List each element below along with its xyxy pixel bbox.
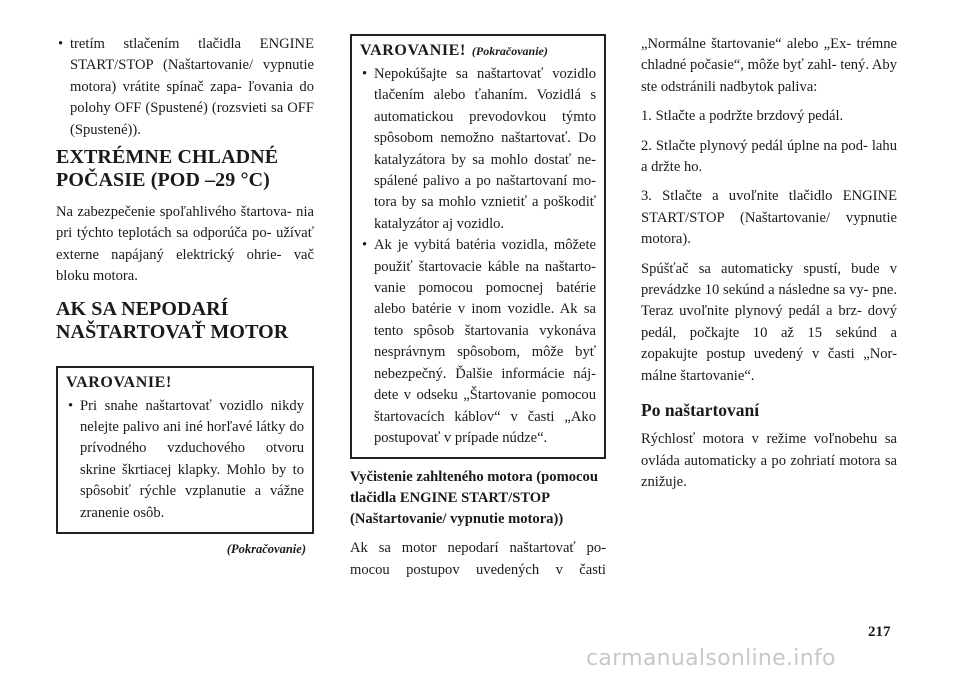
warning-bullet-push-start	[360, 64, 596, 235]
para-after-start: Rýchlosť motora v režime voľnobehu sa ovláda automaticky a po zohriatí motora sa znižuje.	[641, 431, 897, 490]
step-3: 3. Stlačte a uvoľnite tlačidlo ENGINE START/STOP (Naštartovanie/ vypnutie motora).	[641, 188, 897, 248]
warning-bullet-jump-start	[360, 235, 596, 449]
para-flooded-engine: Ak sa motor nepodarí naštartovať po- mocou postupov uvedených v časti	[350, 540, 606, 578]
warning-bullet-text: Pri snahe naštartovať vozidlo nikdy nelejte palivo ani iné horľavé látky do prívodného vzduchového otvoru skrine škrtiacej klapky. Mohlo by to spôsobiť rýchle vzplanutie a vážne zranenie osôb.	[80, 397, 304, 521]
column-left	[56, 34, 314, 557]
step-1: 1. Stlačte a podržte brzdový pedál.	[641, 108, 844, 125]
column-right	[641, 34, 897, 493]
page-number: 217	[868, 624, 891, 640]
intro-bullet-text: tretím stlačením tlačidla ENGINE START/STOP (Naštartovanie/ vypnutie motora) vrátite spínač zapa- ľovania do polohy OFF (Spustené) (rozsvieti sa OFF (Spustené)).	[70, 36, 314, 138]
intro-bullet	[56, 34, 314, 140]
warning-bullet-jump-start-text: Ak je vybitá batéria vozidla, môžete použiť štartovacie káble na naštarto- vanie pomocou pomocnej batérie alebo batérie v inom vozidle. Ak sa tento spôsob štartovania vykonáva nesprávnym spôsobom, môže byť nebezpečný. Ďalšie informácie náj- dete v odseku „Štartovanie pomocou štartovacích káblov“ v časti „Ako postupovať v prípade núdze“.	[374, 237, 596, 446]
heading-engine-not-start: AK SA NEPODARÍ NAŠTARTOVAŤ MOTOR	[56, 297, 289, 343]
column-middle	[350, 34, 606, 581]
watermark-text: carmanualsonline.info	[586, 646, 836, 671]
warning-title-continued	[360, 40, 596, 62]
bullet-dot: •	[58, 36, 64, 52]
bullet-dot: •	[362, 66, 368, 82]
para-starter: Spúšťač sa automaticky spustí, bude v prevádzke 10 sekúnd a následne sa vy- pne. Teraz uvoľnite plynový pedál a brz- dový pedál, počkajte 10 až 15 sekúnd a zopakujte postup uvedený v časti „Nor- málne štartovanie“.	[641, 260, 897, 384]
warning-bullet	[66, 396, 304, 524]
warning-box-continued	[350, 34, 606, 459]
para-flooded-intro: „Normálne štartovanie“ alebo „Ex- trémne chladné počasie“, môže byť zahl- tený. Aby ste odstránili nadbytok paliva:	[641, 36, 897, 95]
warning-continued-label: (Pokračovanie)	[471, 44, 548, 58]
subheading-flooded-engine: Vyčistenie zahlteného motora (pomocou tlačidla ENGINE START/STOP (Naštartovanie/ vypnutie motora))	[350, 469, 598, 528]
warning-box-left	[56, 366, 314, 534]
warning-title-text: VAROVANIE!	[360, 42, 466, 59]
heading-after-start: Po naštartovaní	[641, 400, 760, 421]
continued-note: (Pokračovanie)	[226, 542, 306, 557]
bullet-dot: •	[362, 237, 368, 254]
para-extreme-cold: Na zabezpečenie spoľahlivého štartova- nia pri týchto teplotách sa odporúča po- užívať externe napájaný elektrický ohrie- vač bloku motora.	[56, 204, 314, 285]
bullet-dot: •	[68, 397, 74, 414]
heading-extreme-cold: EXTRÉMNE CHLADNÉ POČASIE (POD –29 °C)	[56, 146, 279, 191]
step-2: 2. Stlačte plynový pedál úplne na pod- lahu a držte ho.	[641, 137, 897, 176]
warning-title: VAROVANIE!	[66, 373, 172, 391]
warning-bullet-push-start-text: Nepokúšajte sa naštartovať vozidlo tlačením alebo ťahaním. Vozidlá s automatickou prevodovkou týmto spôsobom nemožno naštartovať. Do katalyzátora by sa mohlo dostať ne- spálené palivo a po naštartovaní mo- tora by sa mohlo vznietiť a poškodiť katalyzátor aj vozidlo.	[374, 66, 596, 232]
